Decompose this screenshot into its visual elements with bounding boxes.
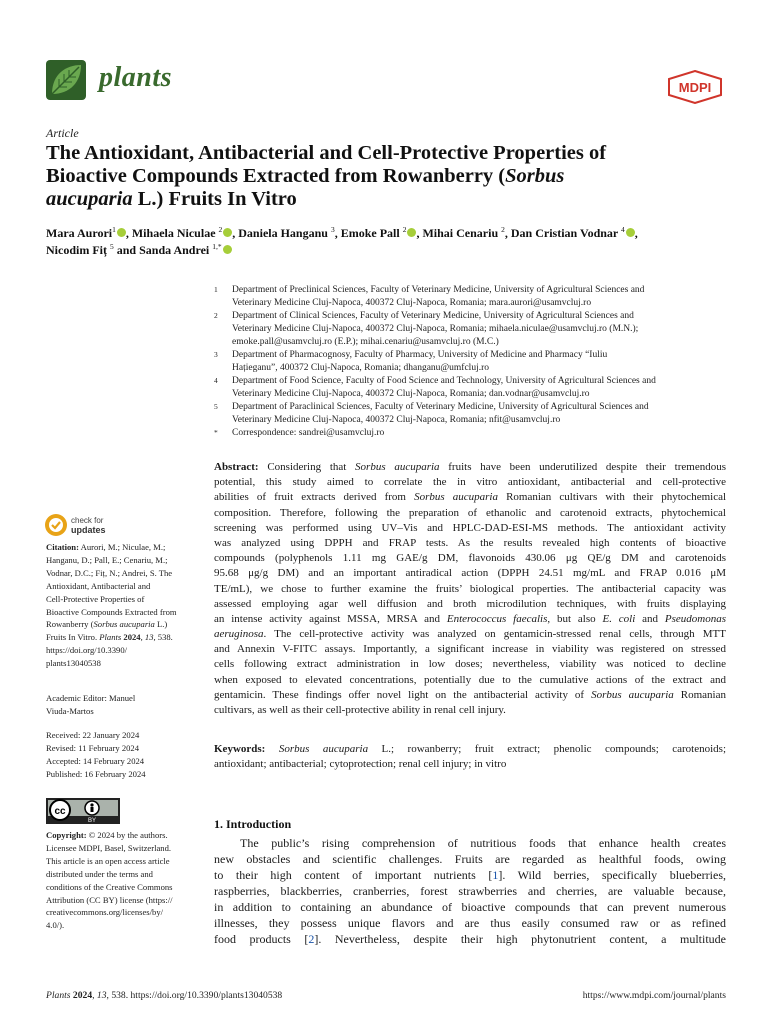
author-fit[interactable]: Nicodim Fiț [46,243,107,257]
author-vodnar[interactable]: , Dan Cristian Vodnar [504,226,619,240]
orcid-icon[interactable] [626,228,635,237]
abstract: Abstract: Considering that Sorbus aucuparia fruits have been underutilized despite their tremendous potential, this study aimed to correlate the in vitro antioxidant, antibacterial and cell-protective abilities of fruit extracts derived from Sorbus aucuparia Romanian cultivars with their phytochemical composition. Therefore, following the preparation of ethanolic and carotenoid extracts, phytochemical screening was performed using UV–Vis and HPLC-DAD-ESI-MS methods. The antioxidant activity was analyzed using DPPH and FRAP tests. As the results revealed high contents of bioactive compounds (polyphenols 1.11 mg GAE/g DM, flavonoids 430.06 μg QE/g DM and carotenoids 95.68 μg/g DM) and an important antiradical action (DPPH 24.51 mg/mL and FRAP 0.016 μM TE/mL), we chose to further examine the fruits’ biological properties. The antibacterial capacity was assessed employing agar well diffusion and broth microdilution techniques, with fruits displaying an intense activity against MSSA, MRSA and Enterococcus faecalis, but also E. coli and Pseudomonas aeruginosa. The cell-protective activity was analyzed on gentamicin-stressed renal cells, through MTT and Annexin V-FITC assays. Importantly, a significant increase in viability was registered on stressed cells following extract administration in low doses; nevertheless, viability was noticed to decline when exposed to elevated concentrations, potentially due to the cumulative actions of the extract and gentamicin. These findings offer novel light on the antibacterial activity of Sorbus aucuparia Romanian cultivars, as well as their cell-protective ability in renal cell injury. [214,461,727,716]
mdpi-logo-icon[interactable] [667,70,723,104]
orcid-icon[interactable] [223,245,232,254]
title-line-1: The Antioxidant, Antibacterial and Cell-Protective Properties of [46,142,607,164]
affiliation-2: 2 Department of Clinical Sciences, Faculty of Veterinary Medicine, University of Agricultural Sciences and Veterinary Medicine Cluj-Napoca, 400372 Cluj-Napoca, Romania; mihaela.niculae@usamvcluj.ro (M.N.); emoke.pall@usamvcluj.ro (E.P.); mihai.cenariu@usamvcluj.ro (M.C.) [214,311,639,347]
footer-doi-link[interactable]: , 538. https://doi.org/10.3390/plants13040538 [106,990,283,1001]
orcid-icon[interactable] [223,228,232,237]
author-niculae[interactable]: , Mihaela Niculae [125,226,216,240]
citation-doi-link-cont[interactable]: plants13040538 [46,658,101,669]
article-dates [46,729,204,781]
footer-journal-link[interactable]: https://www.mdpi.com/journal/plants [582,990,726,1001]
author-line-1: Mara Aurori$^1$ , Mihaela Niculae $^2$ , Daniela Hanganu $^3$, Emoke Pall $^2$ , Mihai Cenariu $^2$, Dan Cristian Vodnar $^4$ , [46,225,638,240]
introduction-text: The public’s rising comprehension of nutritious foods that enhance health creates new obstacles and scientific challenges. Fruits are regarded as healthful foods, owing to their high content of important nutrients [1]. Wild berries, specifically blueberries, raspberries, blackberries, cranberries, forest strawberries and cherries, are valuable because, in addition to containing an abundance of bioactive compounds that can prevent numerous illnesses, they possess unique flavors and are thus easily consumed raw or as refined food products [2]. Nevertheless, despite their high phytonutrient content, a multitude [214,836,726,946]
check-for-updates-button[interactable] [44,512,124,538]
journal-name[interactable]: plants [99,62,173,93]
title-line-3: aucuparia L.) Fruits In Vitro [46,188,297,210]
check-for-updates-line-2: updates [71,525,106,535]
author-aurori[interactable]: Mara Aurori [46,226,113,240]
mdpi-logo-text: MDPI [678,80,712,95]
academic-editor: Academic Editor: Manuel Viuda-Martos [46,693,136,716]
paper-title [46,142,726,211]
date-revised: Revised: 11 February 2024 [46,742,140,753]
footer-citation: Plants 2024, 13, 538. https://doi.org/10.3390/plants13040538 [46,990,283,1001]
keywords: Keywords: Sorbus aucuparia L.; rowanberry; fruit extract; phenolic compounds; carotenoids; antioxidant; antibacterial; cytoprotection; renal cell injury; in vitro [214,743,727,771]
citation-doi-link[interactable]: https://doi.org/10.3390/ [46,645,128,656]
journal-logo-icon [46,60,86,100]
date-accepted: Accepted: 14 February 2024 [46,755,145,766]
cc-label: cc [54,806,66,817]
affiliation-3: 3 Department of Pharmacognosy, Faculty of Pharmacy, University of Medicine and Pharmacy “Iuliu Hațieganu”, 400372 Cluj-Napoca, Romania; dhanganu@umfcluj.ro [214,350,608,373]
section-heading-introduction: 1. Introduction [214,817,292,831]
reference-link-2[interactable]: 2 [308,932,315,946]
author-pall[interactable]: , Emoke Pall [334,226,400,240]
copyright-block: Copyright: © 2024 by the authors. Licensee MDPI, Basel, Switzerland. This article is an open access article distributed under the terms and conditions of the Creative Commons Attribution (CC BY) license (https:// creativecommons.org/licenses/by/ 4.0/). [46,829,204,932]
author-list [46,225,726,259]
article-type: Article [46,126,79,140]
date-received: Received: 22 January 2024 [46,730,140,740]
title-line-2: Bioactive Compounds Extracted from Rowanberry (Sorbus [46,165,565,187]
cc-by-license-icon[interactable] [46,798,120,824]
reference-link-1[interactable]: 1 [492,868,499,882]
author-andrei[interactable]: and Sanda Andrei [113,243,210,257]
check-for-updates-line-1: check for [71,516,104,525]
license-link[interactable]: creativecommons.org/licenses/by/ [46,907,164,918]
by-label: BY [87,818,97,824]
author-line-2: Nicodim Fiț $^5$ and Sanda Andrei $^{1,*}$ [46,242,726,259]
date-published: Published: 16 February 2024 [46,768,146,779]
affiliations [214,284,726,440]
affiliation-5: 5 Department of Paraclinical Sciences, Faculty of Veterinary Medicine, University of Agricultural Sciences and Veterinary Medicine Cluj-Napoca, 400372 Cluj-Napoca, Romania; nfit@usamvcluj.ro [214,402,649,425]
citation-block: Citation: Aurori, M.; Niculae, M.; Hanganu, D.; Pall, E.; Cenariu, M.; Vodnar, D.C.; Fiț, N.; Andrei, S. The Antioxidant, Antibacterial and Cell-Protective Properties of Bioactive Compounds Extracted from Rowanberry (Sorbus aucuparia L.) Fruits In Vitro. Plants 2024, 13, 538. https://doi.org/10.3390/ plants13040538 [46,541,204,670]
correspondence: * Correspondence: sandrei@usamvcluj.ro [214,428,385,438]
author-hanganu[interactable]: , Daniela Hanganu [232,226,328,240]
affiliation-4: 4 Department of Food Science, Faculty of Food Science and Technology, University of Agricultural Sciences and Veterinary Medicine Cluj-Napoca, 400372 Cluj-Napoca, Romania; dan.vodnar@usamvcluj.ro [214,376,656,399]
affiliation-1: 1 Department of Preclinical Sciences, Faculty of Veterinary Medicine, University of Agricultural Sciences and Veterinary Medicine Cluj-Napoca, 400372 Cluj-Napoca, Romania; mara.aurori@usamvcluj.ro [214,285,645,308]
orcid-icon[interactable] [117,228,126,237]
author-cenariu[interactable]: , Mihai Cenariu [416,226,499,240]
